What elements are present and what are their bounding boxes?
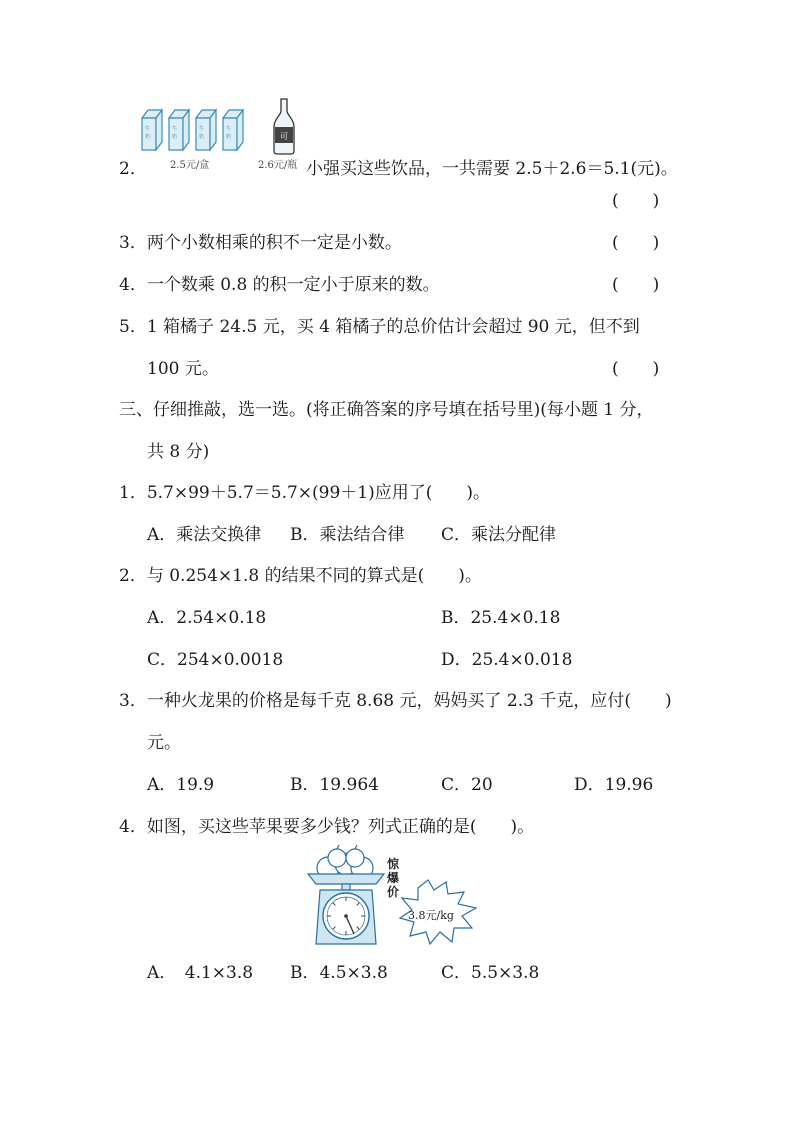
apple-scale-icon xyxy=(306,848,496,948)
svg-text:奶: 奶 xyxy=(226,134,232,140)
milk-cartons-icon xyxy=(136,108,254,154)
bottle-icon xyxy=(270,97,298,155)
judge-q2-number: 2． xyxy=(119,159,147,179)
choice-q2-option-d[interactable]: D．25.4×0.018 xyxy=(441,650,573,670)
svg-text:牛: 牛 xyxy=(199,126,205,132)
bottle-price-caption: 2.6元/瓶 xyxy=(258,160,298,171)
choice-q2-option-c[interactable]: C．254×0.0018 xyxy=(147,650,284,670)
choice-q2-text: 2．与 0.254×1.8 的结果不同的算式是( )。 xyxy=(119,566,482,586)
svg-text:奶: 奶 xyxy=(172,134,178,140)
choice-q4-option-b[interactable]: B．4.5×3.8 xyxy=(290,963,388,983)
choice-q3-option-a[interactable]: A．19.9 xyxy=(147,775,215,795)
judge-q5-text-line1: 5．1 箱橘子 24.5 元，买 4 箱橘子的总价估计会超过 90 元，但不到 xyxy=(119,317,640,337)
judge-q2-answer-paren[interactable]: ( ) xyxy=(612,191,660,211)
choice-q1-option-c[interactable]: C．乘法分配律 xyxy=(441,525,557,545)
judge-q2-text: 小强买这些饮品，一共需要 2.5＋2.6＝5.1(元)。 xyxy=(306,159,678,179)
judge-q5-text-line2: 100 元。 xyxy=(147,359,219,379)
choice-q4-option-c[interactable]: C．5.5×3.8 xyxy=(441,963,540,983)
svg-text:牛: 牛 xyxy=(226,126,232,132)
judge-q4-text: 4．一个数乘 0.8 的积一定小于原来的数。 xyxy=(119,275,440,295)
svg-text:奶: 奶 xyxy=(145,134,151,140)
svg-text:奶: 奶 xyxy=(199,134,205,140)
svg-text:牛: 牛 xyxy=(172,126,178,132)
svg-text:牛: 牛 xyxy=(145,126,151,132)
choice-q1-option-a[interactable]: A．乘法交换律 xyxy=(147,525,262,545)
choice-q3-option-d[interactable]: D．19.96 xyxy=(574,775,654,795)
choice-q1-text: 1．5.7×99＋5.7＝5.7×(99＋1)应用了( )。 xyxy=(119,483,491,503)
judge-q3-text: 3．两个小数相乘的积不一定是小数。 xyxy=(119,233,402,253)
choice-q3-option-b[interactable]: B．19.964 xyxy=(290,775,379,795)
choice-q3-text-line1: 3．一种火龙果的价格是每千克 8.68 元，妈妈买了 2.3 千克，应付( ) xyxy=(119,691,672,711)
judge-q3-answer-paren[interactable]: ( ) xyxy=(612,233,660,253)
choice-q4-text: 4．如图，买这些苹果要多少钱？列式正确的是( )。 xyxy=(119,817,535,837)
choice-q3-text-line2: 元。 xyxy=(147,733,181,753)
choice-q1-option-b[interactable]: B．乘法结合律 xyxy=(290,525,405,545)
price-tag-label: 3.8元/kg xyxy=(408,909,454,922)
section-3-heading-cont: 共 8 分) xyxy=(147,442,210,462)
svg-text:可: 可 xyxy=(280,132,288,141)
choice-q4-option-a[interactable]: A． 4.1×3.8 xyxy=(147,963,254,983)
judge-q4-answer-paren[interactable]: ( ) xyxy=(612,275,660,295)
sign-char-3: 价 xyxy=(387,885,400,899)
choice-q2-option-b[interactable]: B．25.4×0.18 xyxy=(441,608,561,628)
judge-q5-answer-paren[interactable]: ( ) xyxy=(612,359,660,379)
carton-price-caption: 2.5元/盒 xyxy=(170,160,210,171)
choice-q2-option-a[interactable]: A．2.54×0.18 xyxy=(147,608,267,628)
sign-char-2: 爆 xyxy=(387,871,400,885)
section-3-heading: 三、仔细推敲，选一选。(将正确答案的序号填在括号里)(每小题 1 分， xyxy=(119,400,654,420)
sign-char-1: 惊 xyxy=(387,857,400,871)
choice-q3-option-c[interactable]: C．20 xyxy=(441,775,493,795)
